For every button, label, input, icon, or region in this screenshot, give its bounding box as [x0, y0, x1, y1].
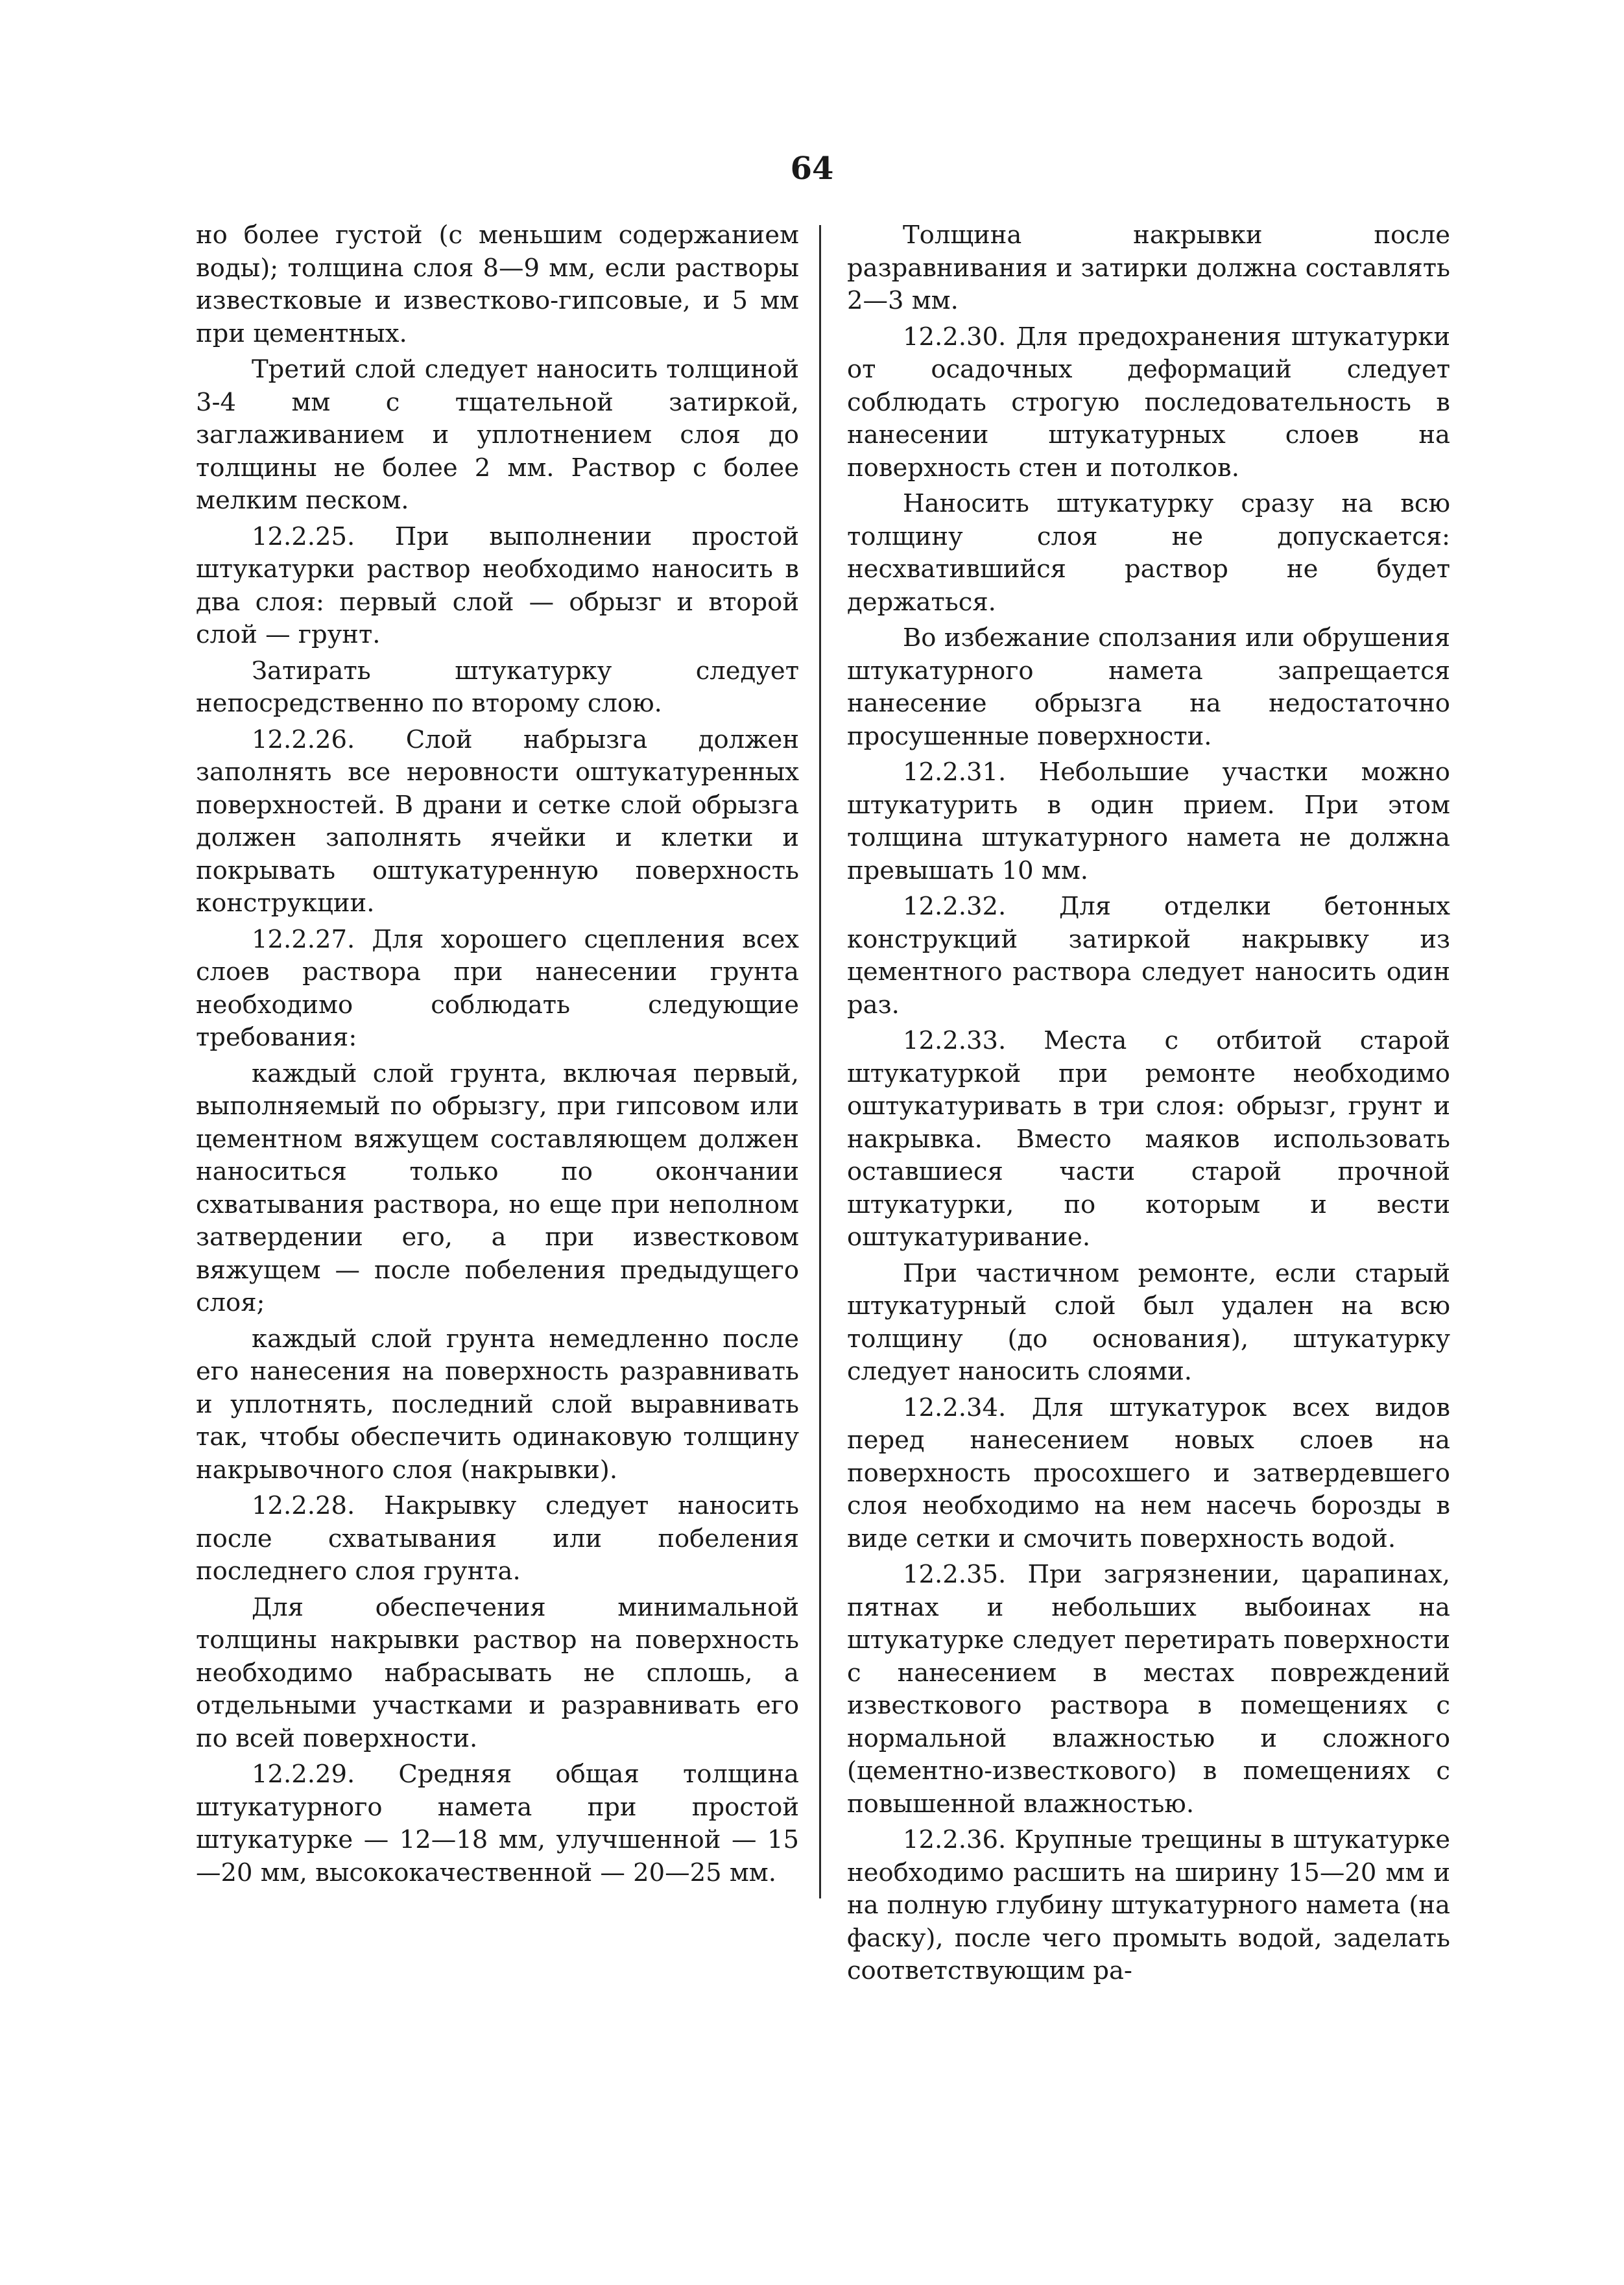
paragraph: Третий слой следует наносить толщиной 3-4 мм с тщательной затиркой, заглаживанием и уплотнением слоя до толщины не более 2 мм. Раствор с более мелким песком.: [196, 355, 799, 515]
paragraph: каждый слой грунта, включая первый, выполняемый по обрызгу, при гипсовом или цементном вяжущем составляющем должен наноситься только по окончании схватывания раствора, но еще при неполном затвердении его, а при известковом вяжущем — после побеления предыдущего слоя;: [196, 1059, 799, 1317]
paragraph: 12.2.31. Небольшие участки можно штукатурить в один прием. При этом толщина штукатурного намета не должна превышать 10 мм.: [847, 758, 1450, 885]
right-text-column: [847, 219, 1450, 1991]
paragraph: Для обеспечения минимальной толщины накрывки раствор на поверхность необходимо набрасывать не сплошь, а отдельными участками и разравнивать его по всей поверхности.: [196, 1592, 799, 1753]
paragraph: 12.2.36. Крупные трещины в штукатурке необходимо расшить на ширину 15—20 мм и на полную глубину штукатурного намета (на фаску), после чего промыть водой, заделать соответствующим ра-: [847, 1825, 1450, 1985]
paragraph: но более густой (с меньшим содержанием воды); толщина слоя 8—9 мм, если растворы известковые и известково-гипсовые, и 5 мм при цементных.: [196, 221, 799, 348]
paragraph: Во избежание сползания или обрушения штукатурного намета запрещается нанесение обрызга на недостаточно просушенные поверхности.: [847, 623, 1450, 751]
page-number: 64: [790, 150, 834, 187]
paragraph: Наносить штукатурку сразу на всю толщину слоя не допускается: несхватившийся раствор не будет держаться.: [847, 489, 1450, 617]
paragraph: 12.2.35. При загрязнении, царапинах, пятнах и небольших выбоинах на штукатурке следует перетирать поверхности с нанесением в местах повреждений известкового раствора в помещениях с нормальной влажностью и сложного (цементно-известкового) в помещениях с повышенной влажностью.: [847, 1560, 1450, 1819]
paragraph: 12.2.34. Для штукатурок всех видов перед нанесением новых слоев на поверхность просохшего и затвердевшего слоя необходимо на нем насечь борозды в виде сетки и смочить поверхность водой.: [847, 1393, 1450, 1553]
left-text-column: [196, 219, 799, 1893]
paragraph: При частичном ремонте, если старый штукатурный слой был удален на всю толщину (до основания), штукатурку следует наносить слоями.: [847, 1258, 1450, 1386]
paragraph: Толщина накрывки после разравнивания и затирки должна составлять 2—3 мм.: [847, 221, 1450, 315]
paragraph: 12.2.26. Слой набрызга должен заполнять все неровности оштукатуренных поверхностей. В драни и сетке слой обрызга должен заполнять ячейки и клетки и покрывать оштукатуренную поверхность конструкции.: [196, 724, 799, 918]
paragraph: каждый слой грунта немедленно после его нанесения на поверхность разравнивать и уплотнять, последний слой выравнивать так, чтобы обеспечить одинаковую толщину накрывочного слоя (накрывки).: [196, 1324, 799, 1485]
paragraph: 12.2.25. При выполнении простой штукатурки раствор необходимо наносить в два слоя: первый слой — обрызг и второй слой — грунт.: [196, 521, 799, 649]
paragraph: 12.2.27. Для хорошего сцепления всех слоев раствора при нанесении грунта необходимо соблюдать следующие требования:: [196, 924, 799, 1052]
paragraph: Затирать штукатурку следует непосредственно по второму слою.: [196, 656, 799, 718]
paragraph: 12.2.29. Средняя общая толщина штукатурного намета при простой штукатурке — 12—18 мм, улучшенной — 15—20 мм, высококачественной — 20—25 мм.: [196, 1760, 799, 1887]
column-divider: [819, 225, 821, 1898]
paragraph: 12.2.33. Места с отбитой старой штукатуркой при ремонте необходимо оштукатуривать в три слоя: обрызг, грунт и накрывка. Вместо маяков использовать оставшиеся части старой прочной штукатурки, по которым и вести оштукатуривание.: [847, 1026, 1450, 1252]
paragraph: 12.2.32. Для отделки бетонных конструкций затиркой накрывку из цементного раствора следует наносить один раз.: [847, 892, 1450, 1020]
paragraph: 12.2.30. Для предохранения штукатурки от осадочных деформаций следует соблюдать строгую последовательность в нанесении штукатурных слоев на поверхность стен и потолков.: [847, 322, 1450, 483]
paragraph: 12.2.28. Накрывку следует наносить после схватывания или побеления последнего слоя грунта.: [196, 1491, 799, 1586]
